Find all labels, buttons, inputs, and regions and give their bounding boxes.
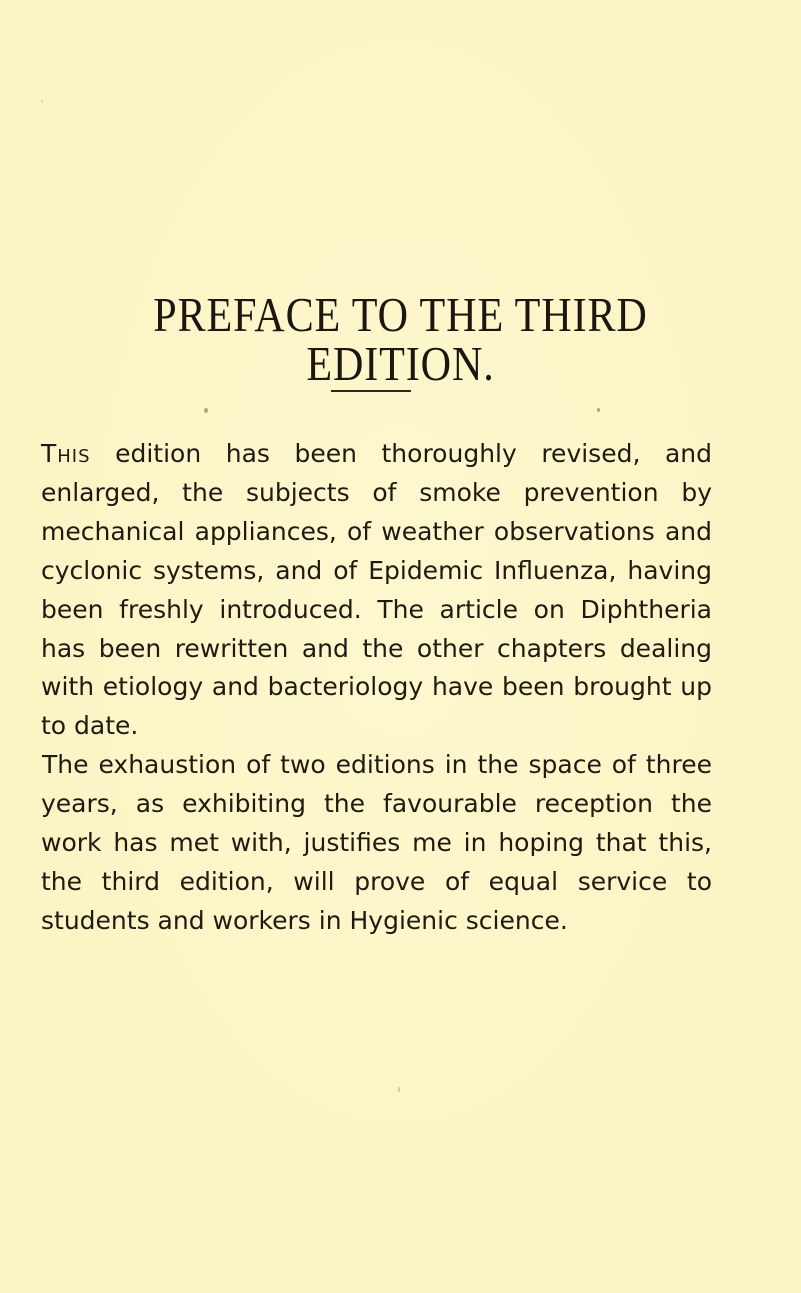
page-title: PREFACE TO THE THIRD EDITION.	[153, 287, 648, 391]
paper-speck	[597, 408, 600, 412]
title-divider	[331, 390, 411, 392]
paragraph-1	[41, 435, 712, 746]
paragraph-2-text: The exhaustion of two editions in the space of three years, as exhibiting the favourable reception the work has met with, justifies me in hoping that this, the third edition, will prove of equal service to students and workers in Hygienic science.	[41, 750, 712, 935]
paper-speck	[204, 408, 208, 413]
paper-speck	[398, 1087, 400, 1092]
paper-speck	[41, 100, 43, 102]
preface-body	[41, 435, 712, 941]
paragraph-2	[41, 746, 712, 941]
lead-word: This	[41, 439, 91, 468]
paragraph-1-text: edition has been thoroughly revised, and enlarged, the subjects of smoke prevention by mechanical appliances, of weather observations and cyclonic systems, and of Epidemic Influenza, having been freshly introduced. The article on Diphtheria has been rewritten and the other chapters dealing with etiology and bacteriology have been brought up to date.	[41, 439, 712, 741]
